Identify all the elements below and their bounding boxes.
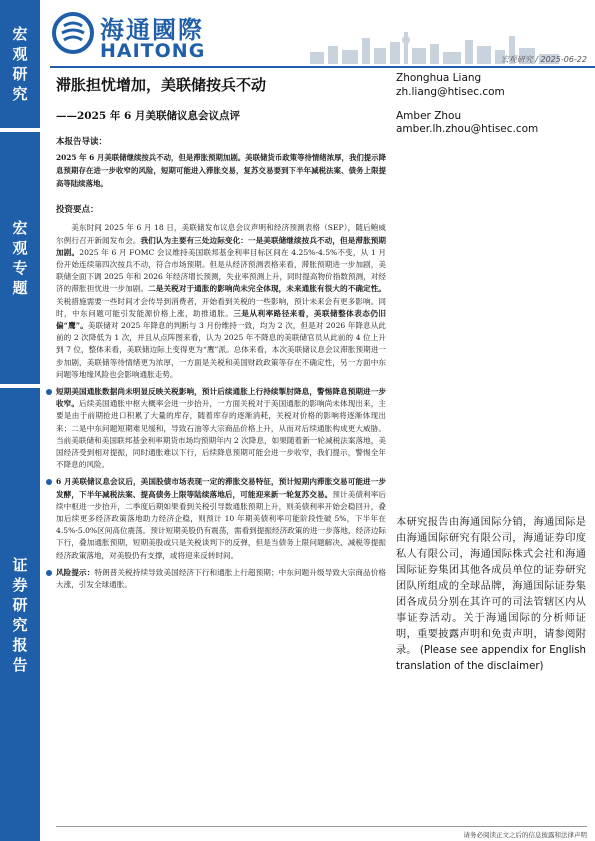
point-3-text-a: 6 月美联储议息会议后，美国股债市场表现一定的滞胀交易特征，预计短期内滞胀交易可能进一步发酵，下半年减税法案、提高债务上限等陆续落地后，可能迎来新一轮复苏交易。 [56,477,386,499]
sidebar-char: 题 [12,279,28,297]
sidebar-char: 观 [12,45,28,63]
sidebar-char: 究 [12,615,28,634]
section-sidebar [0,0,40,841]
sidebar-char: 证 [12,555,28,574]
sidebar-char: 观 [12,239,28,257]
point-2-text-b: 后续美国通胀中枢大概率会进一步抬升，一方面关税对于美国通胀的影响尚未体现出来，主要是由于前期抢进口积累了大量的库存，随着库存的逐渐消耗，关税对价格的影响将逐渐体现出来；二是中东问题短期难见缓和，导致石油等大宗商品价格上升，从而对后续通胀构成更大威胁。当前美联储和美国联邦基金利率期货市场均预期年内 2 次降息，如果随着新一轮减税法案落地，美国经济受到相对提振，同时通胀难以下行，后续降息预期可能会进一步收窄，我们提示，警惕全年不降息的风险。 [56,399,386,470]
report-subtitle: ——2025 年 6 月美联储议息会议点评 [56,110,240,122]
sidebar-char: 研 [12,65,28,83]
point-1-text-f: 三是从利率路径来看，美联储整体表态仍旧偏“鹰”。 [56,308,387,331]
point-paragraph-2 [56,386,386,471]
author-email-2[interactable]: amber.lh.zhou@htisec.com [396,123,539,135]
haitong-logo [52,8,232,64]
point-2-text-a: 短期美国通胀数据尚未明显反映关税影响，预计后续通胀上行持续掣肘降息，警惕降息预期进一步收窄。 [56,387,386,409]
point-1-text-a: 美东时间 2025 年 6 月 18 日，美联储发布议息会议声明和经济预测表格（SEP），随后鲍威尔例行召开新闻发布会。 [56,223,386,245]
point-1-text-c: 2025 年 6 月 FOMC 会议维持美国联邦基金利率目标区间在 4.25%-4.5%不变，从 1 月份开始连续第四次按兵不动，符合市场预期。但是从经济预测表格来看，滞胀预期进一步加剧，美联储全面下调 2025 年和 2026 年经济增长预测，失业率预测上升，同时提高物价指数预测，对经济的滞胀担忧进一步加剧。 [56,247,387,294]
sidebar-char: 究 [12,85,28,103]
author-email-1[interactable]: zh.liang@htisec.com [396,86,505,98]
header-divider [50,66,595,68]
risk-label: 风险提示： [56,567,95,577]
haitong-emblem-icon [52,10,94,56]
sidebar-char: 宏 [12,25,28,43]
sidebar-char: 告 [12,655,28,674]
point-3-text-b: 预计美债利率后续中枢进一步抬升，二季度后期如果看到关税引导数通胀预期上升，则美债利率开始会稳回升，叠加后续更多经济政策落地助力经济企稳，则预计 10 年期美债利率可能阶段性破 5%，下半年在 4.5%-5.0%区间高位震荡。预计短期美股仍有震荡，需看到提振经济政策的进一步落地，经济边际下行，叠加通胀预期，短期美股或只是关税谈判下的反弹，但是当债务上限问题解决、减税等提振经济政策落地，对美股仍有支撑，或将迎来反转时间。 [56,489,386,560]
sidebar-block-macro-topic [0,128,40,384]
header-tag: 宏观研究 / 2025-06-22 [500,55,587,64]
point-1-text-g: 美联储对 2025 年降息的判断与 3 月份维持一致，均为 2 次，但是对 2026 年降息从此前的 2 次降低为 1 次，并且从点阵图来看，认为 2025 年不降息的美联储官员从此前的 4 位上升到 7 位，整体来看，美联储边际上变得更为“鹰”派。总体来看，本次美联储议息会议滞胀预期进一步加剧，美联储等待情绪更为浓厚，一方面是关税和美国财政政策等存在不确定性，另一方面中东问题等地缘风险也会影响通胀走势。 [56,321,386,379]
author-name-1: Zhonghua Liang [396,72,482,84]
sidebar-char: 研 [12,595,28,614]
disclaimer-box [396,515,586,675]
footer-divider [56,826,587,827]
guide-heading: 本报告导读： [56,137,108,147]
sidebar-block-macro-research [0,0,40,128]
author-name-2: Amber Zhou [396,110,462,122]
risk-text: 特朗普关税持续导致美国经济下行和通胀上行超预期；中东问题升级导致大宗商品价格大涨，引发全球通胀。 [56,567,387,590]
disclaimer-cn: 本研究报告由海通国际分销，海通国际是由海通国际研究有限公司，海通证券印度私人有限公司，海通国际株式会社和海通国际证券集团其他各成员单位的证券研究团队所组成的全球品牌，海通国际证券集团各成员分别在其许可的司法管辖区内从事证券活动。关于海通国际的分析师证明，重要披露声明和免责声明，请参阅附录。 [396,517,586,656]
guide-text: 2025 年 6 月美联储继续按兵不动，但是滞胀预期加剧。美联储货币政策等待情绪浓厚，我们提示降息预期存在进一步收窄的风险，短期可能进入滞胀交易，复苏交易要到下半年减税法案、债务上限提高等陆续落地。 [56,153,386,189]
point-paragraph-3 [56,476,386,561]
point-1-text-d: 二是关税对于通胀的影响尚未完全体现，未来通胀有很大的不确定性。 [148,284,387,294]
points-heading: 投资要点： [56,205,99,216]
logo-text-cn: 海通國際 [100,16,204,44]
disclaimer-en: (Please see appendix for English translation of the disclaimer) [396,645,586,672]
point-1-text-e: 关税措施需要一些时间才会传导到消费者，开始看到关税的一些影响，预计未来会有更多影响。同时，中东问题可能引发能源价格上涨，助推通胀。 [56,296,386,318]
point-1-text-b: 我们认为主要有三处边际变化：一是美联储继续按兵不动，但是滞胀预期加剧。 [56,235,387,257]
risk-paragraph [56,567,386,591]
logo-text-en: HAITONG [100,40,206,62]
sidebar-block-securities-report [0,384,40,841]
sidebar-char: 券 [12,575,28,594]
sidebar-char: 宏 [12,219,28,237]
point-paragraph-1 [56,222,386,381]
report-title: 滞胀担忧增加，美联储按兵不动 [56,76,267,94]
sidebar-char: 报 [12,635,28,654]
report-body [56,136,386,596]
sidebar-char: 专 [12,259,28,277]
footer-text: 请务必阅读正文之后的信息披露和法律声明 [463,831,587,839]
